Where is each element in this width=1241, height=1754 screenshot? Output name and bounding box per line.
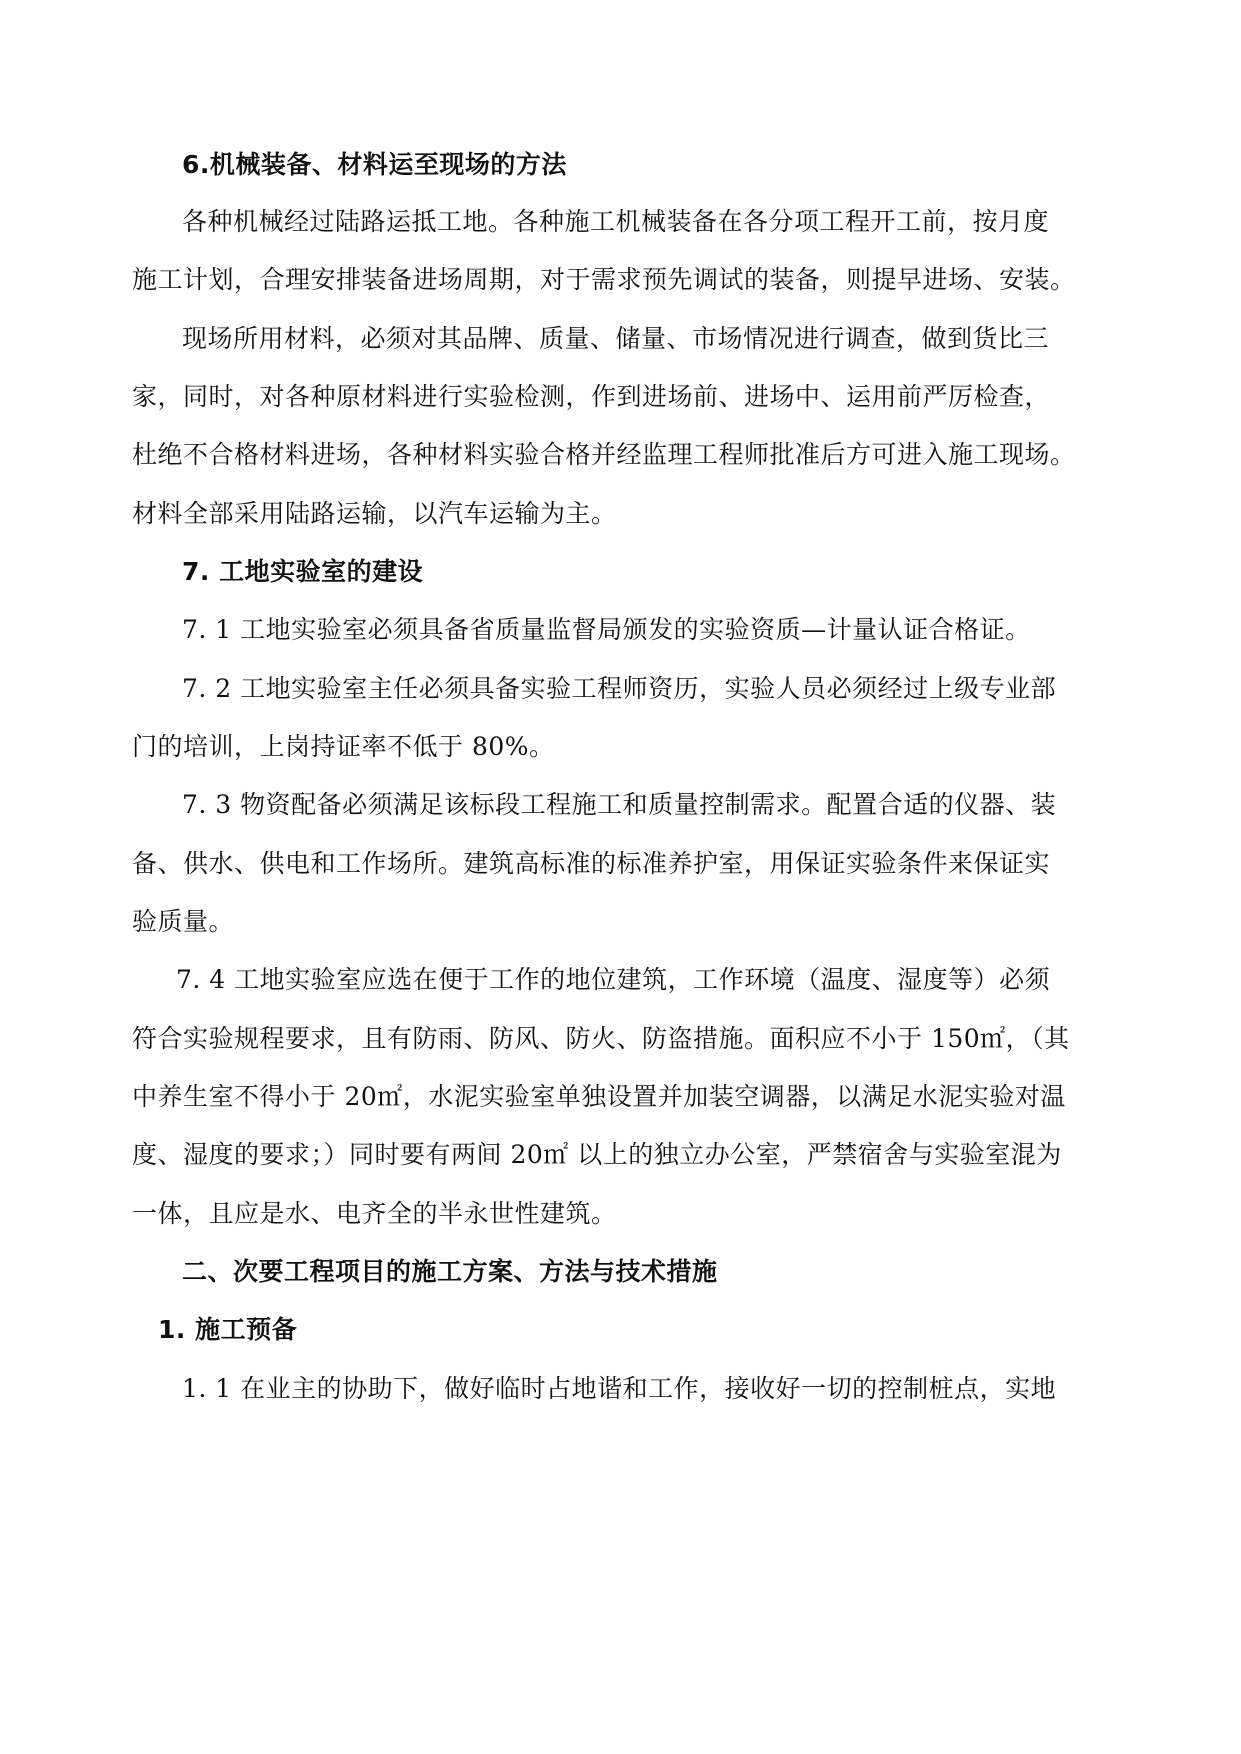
paragraph-line: 门的培训，上岗持证率不低于 80%。 (132, 732, 555, 761)
section-heading-7: 7. 工地实验室的建设 (182, 557, 424, 586)
paragraph-line: 7. 3 物资配备必须满足该标段工程施工和质量控制需求。配置合适的仪器、装 (182, 790, 1057, 819)
paragraph-line: 现场所用材料，必须对其品牌、质量、储量、市场情况进行调查，做到货比三 (182, 324, 1050, 353)
section-heading-6: 6.机械装备、材料运至现场的方法 (182, 150, 567, 179)
paragraph-line: 施工计划，合理安排装备进场周期，对于需求预先调试的装备，则提早进场、安装。 (132, 265, 1076, 294)
paragraph-line: 7. 1 工地实验室必须具备省质量监督局颁发的实验资质—计量认证合格证。 (182, 615, 1031, 644)
paragraph-line: 各种机械经过陆路运抵工地。各种施工机械装备在各分项工程开工前，按月度 (182, 207, 1050, 236)
paragraph-line: 度、湿度的要求；）同时要有两间 20㎡ 以上的独立办公室，严禁宿舍与实验室混为 (132, 1140, 1062, 1169)
paragraph-line: 一体，且应是水、电齐全的半永世性建筑。 (132, 1199, 617, 1228)
paragraph-line: 备、供水、供电和工作场所。建筑高标准的标准养护室，用保证实验条件来保证实 (132, 849, 1051, 878)
chapter-heading-2: 二、次要工程项目的施工方案、方法与技术措施 (182, 1257, 718, 1286)
paragraph-line: 符合实验规程要求，且有防雨、防风、防火、防盗措施。面积应不小于 150㎡，（其 (132, 1024, 1070, 1053)
paragraph-line: 1. 1 在业主的协助下，做好临时占地谐和工作，接收好一切的控制桩点，实地 (182, 1374, 1057, 1403)
section-heading-1: 1. 施工预备 (158, 1315, 298, 1344)
paragraph-line: 家，同时，对各种原材料进行实验检测，作到进场前、进场中、运用前严厉检查， (132, 382, 1051, 411)
paragraph-line: 材料全部采用陆路运输，以汽车运输为主。 (132, 499, 617, 528)
paragraph-line: 中养生室不得小于 20㎡，水泥实验室单独设置并加装空调器，以满足水泥实验对温 (132, 1082, 1066, 1111)
paragraph-line: 7. 2 工地实验室主任必须具备实验工程师资历，实验人员必须经过上级专业部 (182, 674, 1057, 703)
paragraph-line: 杜绝不合格材料进场，各种材料实验合格并经监理工程师批准后方可进入施工现场。 (132, 440, 1076, 469)
paragraph-line: 7. 4 工地实验室应选在便于工作的地位建筑，工作环境（温度、湿度等）必须 (176, 965, 1051, 994)
paragraph-line: 验质量。 (132, 907, 235, 936)
